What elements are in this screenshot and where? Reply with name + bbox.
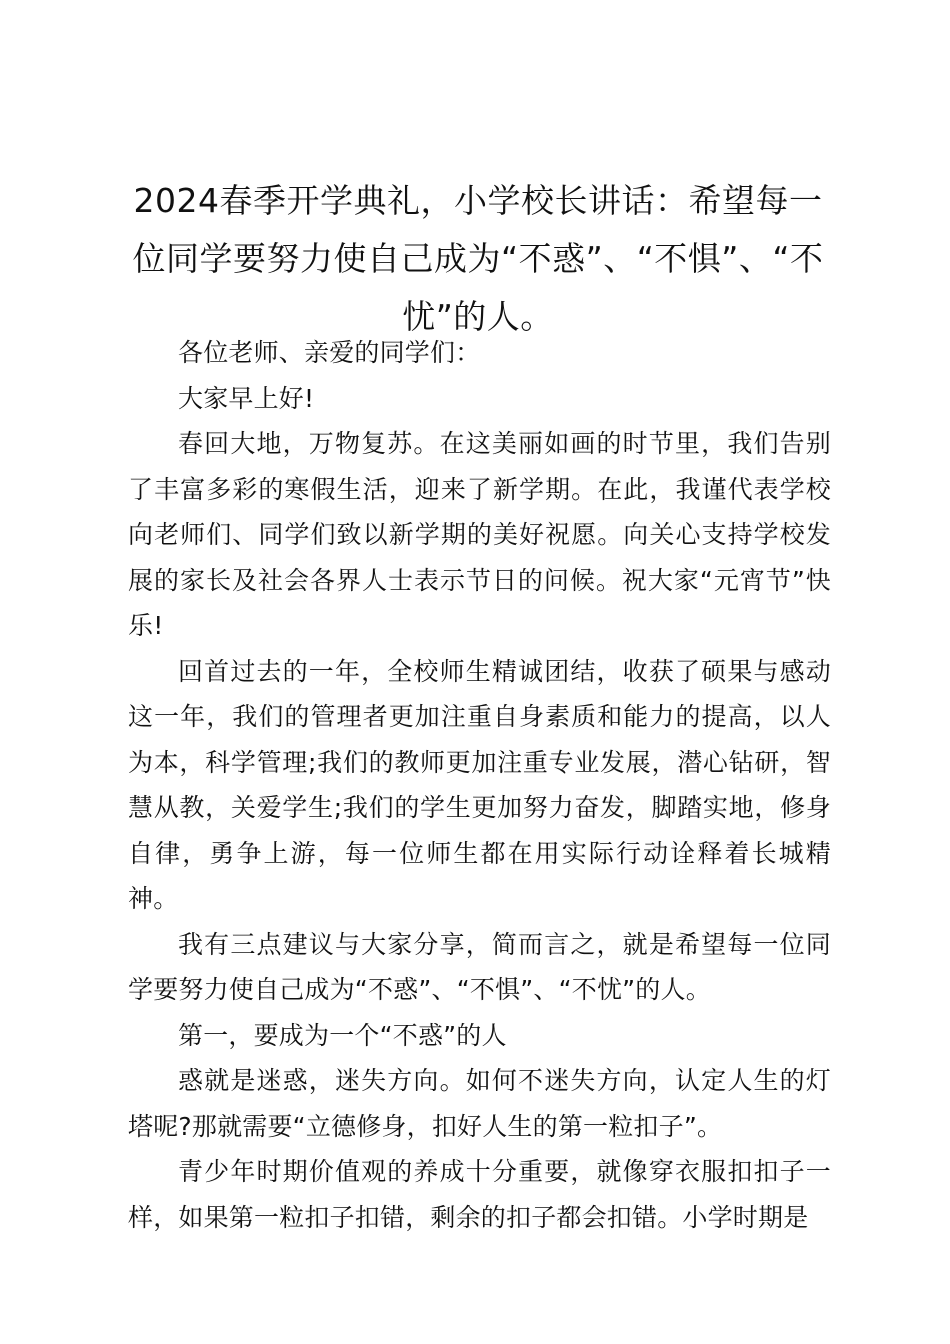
paragraph-confusion: 惑就是迷惑，迷失方向。如何不迷失方向，认定人生的灯塔呢?那就需要“立德修身，扣好人生的第一粒扣子”。 xyxy=(128,1066,831,1141)
paragraph-review: 回首过去的一年，全校师生精诚团结，收获了硕果与感动这一年，我们的管理者更加注重自身素质和能力的提高，以人为本，科学管理;我们的教师更加注重专业发展，潜心钻研，智慧从教，关爱学生;我们的学生更加努力奋发，脚踏实地，修身自律，勇争上游，每一位师生都在用实际行动诠释着长城精神。 xyxy=(128,656,831,913)
document-body xyxy=(128,330,831,1240)
greeting-paragraph: 各位老师、亲爱的同学们： xyxy=(178,338,481,367)
section-heading-first: 第一，要成为一个“不惑”的人 xyxy=(178,1020,507,1050)
salutation-paragraph: 大家早上好! xyxy=(178,383,315,413)
paragraph-spring: 春回大地，万物复苏。在这美丽如画的时节里，我们告别了丰富多彩的寒假生活，迎来了新学期。在此，我谨代表学校向老师们、同学们致以新学期的美好祝愿。向关心支持学校发展的家长及社会各界人士表示节日的问候。祝大家“元宵节”快乐! xyxy=(128,429,831,640)
paragraph-suggestions: 我有三点建议与大家分享，简而言之，就是希望每一位同学要努力使自己成为“不惑”、“不惧”、“不忧”的人。 xyxy=(128,929,831,1004)
paragraph-values: 青少年时期价值观的养成十分重要，就像穿衣服扣扣子一样，如果第一粒扣子扣错，剩余的扣子都会扣错。小学时期是 xyxy=(128,1157,831,1232)
document-title: 2024春季开学典礼，小学校长讲话：希望每一位同学要努力使自己成为“不惑”、“不惧”、“不忧”的人。 xyxy=(132,181,824,336)
